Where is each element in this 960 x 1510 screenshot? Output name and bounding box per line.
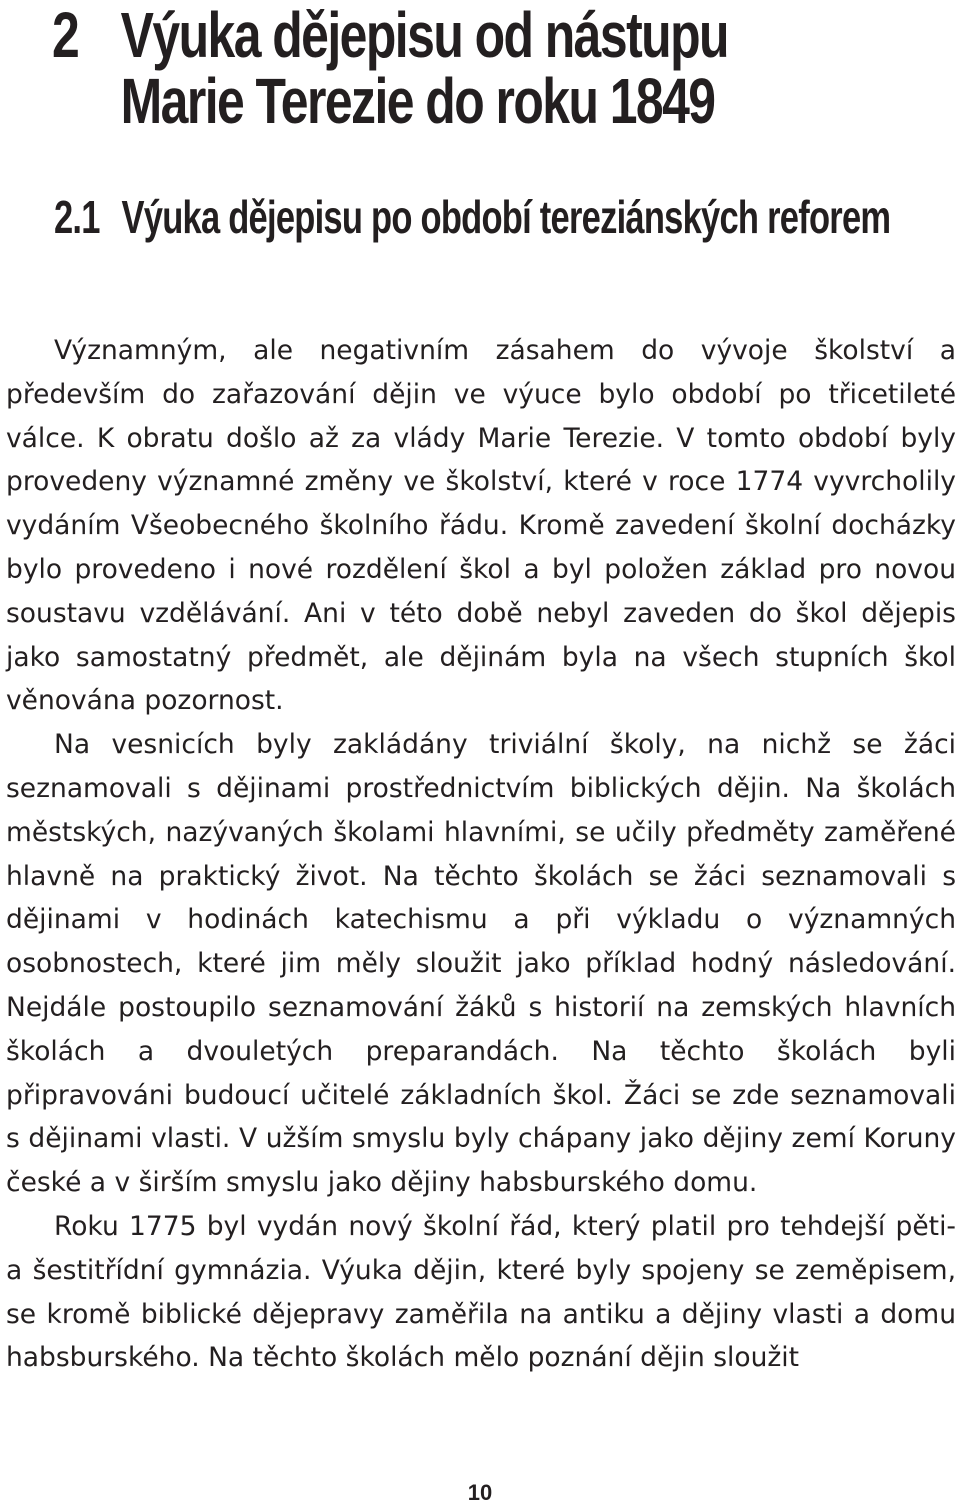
section-heading (54, 192, 890, 242)
chapter-number: 2 (52, 0, 79, 71)
page-number: 10 (467, 1480, 493, 1505)
section-title: Výuka dějepisu po období tereziánských reforem (121, 191, 891, 243)
chapter-title-line2: Marie Terezie do roku 1849 (120, 65, 715, 137)
paragraph-3: Roku 1775 byl vydán nový školní řád, který platil pro tehdejší pěti- a šestitřídní gymnázia. Výuka dějin, které byly spojeny se zeměpisem, se kromě biblické dějepravy zaměřila na antiku a dějiny vlasti a domu habsburského. Na těchto školách mělo poznání dějin sloužit (6, 1210, 956, 1374)
chapter-heading (52, 0, 728, 137)
paragraph-2: Na vesnicích byly zakládány triviální školy, na nichž se žáci seznamovali s dějinami prostřednictvím biblických dějin. Na školách městských, nazývaných školami hlavními, se učily předměty zaměřené hlavně na praktický život. Na těchto školách se žáci seznamovali s dějinami v hodinách katechismu a při výkladu o významných osobnostech, které jim měly sloužit jako příklad hodný následování. Nejdále postoupilo seznamování žáků s historií na zemských hlavních školách a dvouletých preparandách. Na těchto školách byli připravováni budoucí učitelé základních škol. Žáci se zde seznamovali s dějinami vlasti. V užším smyslu byly chápany jako dějiny zemí Koruny české a v širším smyslu jako dějiny habsburského domu. (6, 729, 956, 1199)
paragraph-1: Významným, ale negativním zásahem do vývoje školství a především do zařazování dějin ve výuce bylo období po třicetileté válce. K obratu došlo až za vlády Marie Terezie. V tomto období byly provedeny významné změny ve školství, které v roce 1774 vyvrcholily vydáním Všeobecného školního řádu. Kromě zavedení školní docházky bylo provedeno i nové rozdělení škol a byl položen základ pro novou soustavu vzdělávání. Ani v této době nebyl zaveden do škol dějepis jako samostatný předmět, ale dějinám byla na všech stupních škol věnována pozornost. (6, 335, 956, 717)
body-text (6, 329, 956, 1380)
section-number: 2.1 (54, 191, 100, 243)
chapter-title-line1: Výuka dějepisu od nástupu (120, 0, 728, 71)
